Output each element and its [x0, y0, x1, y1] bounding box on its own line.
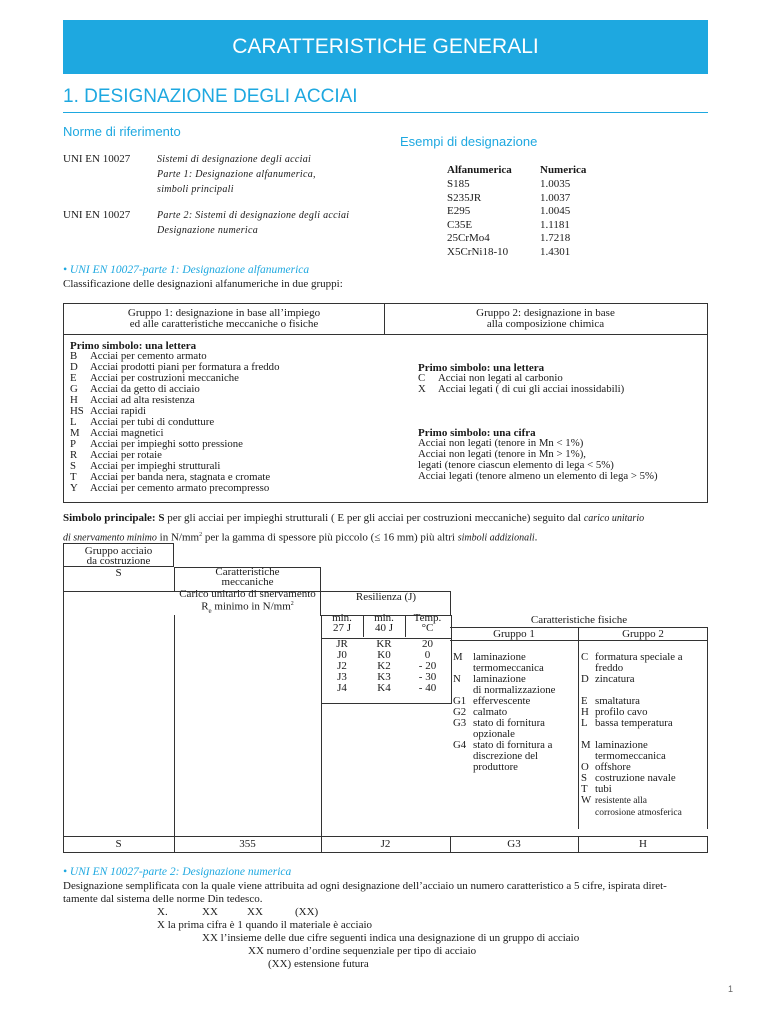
norme-code-1: UNI EN 10027	[63, 153, 131, 165]
part2-exp2: XX l’insieme delle due cifre seguenti indica una designazione di un gruppo di acciaio	[202, 932, 580, 944]
title-rule	[63, 112, 708, 113]
norme-desc-1: Sistemi di designazione degli acciai Parte 1: Designazione alfanumerica, simboli principali	[157, 154, 316, 195]
res-temp: Temp. °C	[413, 612, 442, 634]
example-355: 355	[239, 838, 256, 850]
example-j2: J2	[380, 838, 391, 850]
page-banner: CARATTERISTICHE GENERALI	[63, 20, 708, 74]
example-s: S	[115, 838, 122, 850]
gruppo-acciaio-box: Gruppo acciaio da costruzione	[63, 543, 174, 567]
g2-list-1: C Acciai non legati al carbonio X Acciai legati ( di cui gli acciai inossidabili)	[418, 372, 625, 395]
example-h: H	[639, 838, 647, 850]
esempi-list-alfa: S185 S235JR E295 C35E 25CrMo4 X5CrNi18-10	[447, 178, 509, 258]
res-col-27: JR J0 J2 J3 J4	[336, 638, 348, 694]
page-number: 1	[727, 984, 733, 994]
gruppo2-label: Gruppo 2	[622, 628, 664, 640]
g2-list-2: Acciai non legati (tenore in Mn < 1%) Acciai non legati (tenore in Mn > 1%), legati (tenore ciascun elemento di lega < 5%) Acciai legati (tenore almeno un elemento di lega > 5%)	[418, 437, 658, 482]
norme-heading: Norme di riferimento	[63, 124, 181, 139]
carico-label: Carico unitario di snervamento $R_e$ minimo in $N/mm^2$	[179, 588, 316, 615]
fis-g1-list: M laminazione termomeccanica N laminazione di normalizzazione G1 effervescente G2 calmato G3 stato di fornitura opzionale G4 stato di fornitura a discrezione del produttore	[453, 651, 556, 773]
esempi-col-alfa: Alfanumerica	[447, 164, 512, 176]
fis-g2-list: C formatura speciale a freddo D zincatura E smaltatura H profilo cavo L bassa temperatura M laminazione termomeccanica O offshore S costruzione navale T tubi W resistente alla corrosione atmosferica	[581, 651, 683, 818]
part1-intro: Classificazione delle designazioni alfanumeriche in due gruppi:	[63, 278, 343, 290]
esempi-heading: Esempi di designazione	[400, 134, 538, 149]
g2-title-1: Primo simbolo: una lettera	[418, 362, 545, 374]
esempi-col-num: Numerica	[540, 164, 587, 176]
g2-title-2: Primo simbolo: una cifra	[418, 427, 536, 439]
part2-exp3: XX numero d’ordine sequenziale per tipo di acciaio	[248, 945, 477, 957]
gruppo1-label: Gruppo 1	[493, 628, 535, 640]
example-g3: G3	[507, 838, 521, 850]
res-col-temp: 20 0 - 20 - 30 - 40	[418, 638, 437, 694]
part2-exp4: (XX) estensione futura	[268, 958, 369, 970]
resilienza-label: Resilienza (J)	[355, 591, 417, 603]
part2-text: Designazione semplificata con la quale viene attribuita ad ogni designazione dell’acciaio un numero caratteristico a 5 cifre, ispirata diret- tamente dal sistema delle norme Din tedesco.	[63, 880, 667, 905]
simbolo-paragraph: Simbolo principale: S per gli acciai per impieghi strutturali ( E per gli acciai per costruzioni meccaniche) seguito dal carico unitario di snervamento minimo in $N/mm^2$ per la gamma di spessore più piccolo (≤ 16 mm) più altri simboli addizionali.	[63, 512, 645, 544]
esempi-list-num: 1.0035 1.0037 1.0045 1.1181 1.7218 1.4301	[540, 178, 571, 258]
part2-exp1: X la prima cifra è 1 quando il materiale è acciaio	[157, 919, 373, 931]
g1-list: B Acciai per cemento armato D Acciai prodotti piani per formatura a freddo E Acciai per costruzioni meccaniche G Acciai da getto di acciaio H Acciai ad alta resistenza HS Acciai rapidi L Acciai per tubi di condutture M Acciai magnetici P Acciai per impieghi sotto pressione R Acciai per rotaie S Acciai per impieghi strutturali T Acciai per banda nera, stagnata e cromate Y Acciai per cemento armato precompresso	[70, 350, 280, 494]
gruppi-table	[63, 303, 708, 503]
diagram-s-label: S	[115, 567, 122, 579]
caratt-fis-label: Caratteristiche fisiche	[530, 614, 628, 626]
res-col-40: KR K0 K2 K3 K4	[376, 638, 392, 694]
g1-title: Primo simbolo: una lettera	[70, 340, 197, 352]
section-title: 1. DESIGNAZIONE DEGLI ACCIAI	[63, 86, 358, 107]
caratt-mecc-label: Caratteristiche meccaniche	[215, 566, 280, 588]
norme-desc-2: Parte 2: Sistemi di designazione degli acciai Designazione numerica	[157, 210, 350, 236]
norme-code-2: UNI EN 10027	[63, 209, 131, 221]
part1-bullet: • UNI EN 10027-parte 1: Designazione alfanumerica	[63, 264, 310, 276]
gruppo2-header: Gruppo 2: designazione in base alla composizione chimica	[476, 307, 615, 330]
part2-formula: X. XX XX (XX)	[157, 906, 319, 918]
res-min40: min. 40 J	[374, 612, 394, 634]
part2-bullet: • UNI EN 10027-parte 2: Designazione numerica	[63, 866, 292, 878]
gruppo1-header: Gruppo 1: designazione in base all’impiego ed alle caratteristiche meccaniche o fisiche	[127, 307, 321, 330]
res-min27: min. 27 J	[332, 612, 352, 634]
designation-diagram	[63, 543, 708, 853]
